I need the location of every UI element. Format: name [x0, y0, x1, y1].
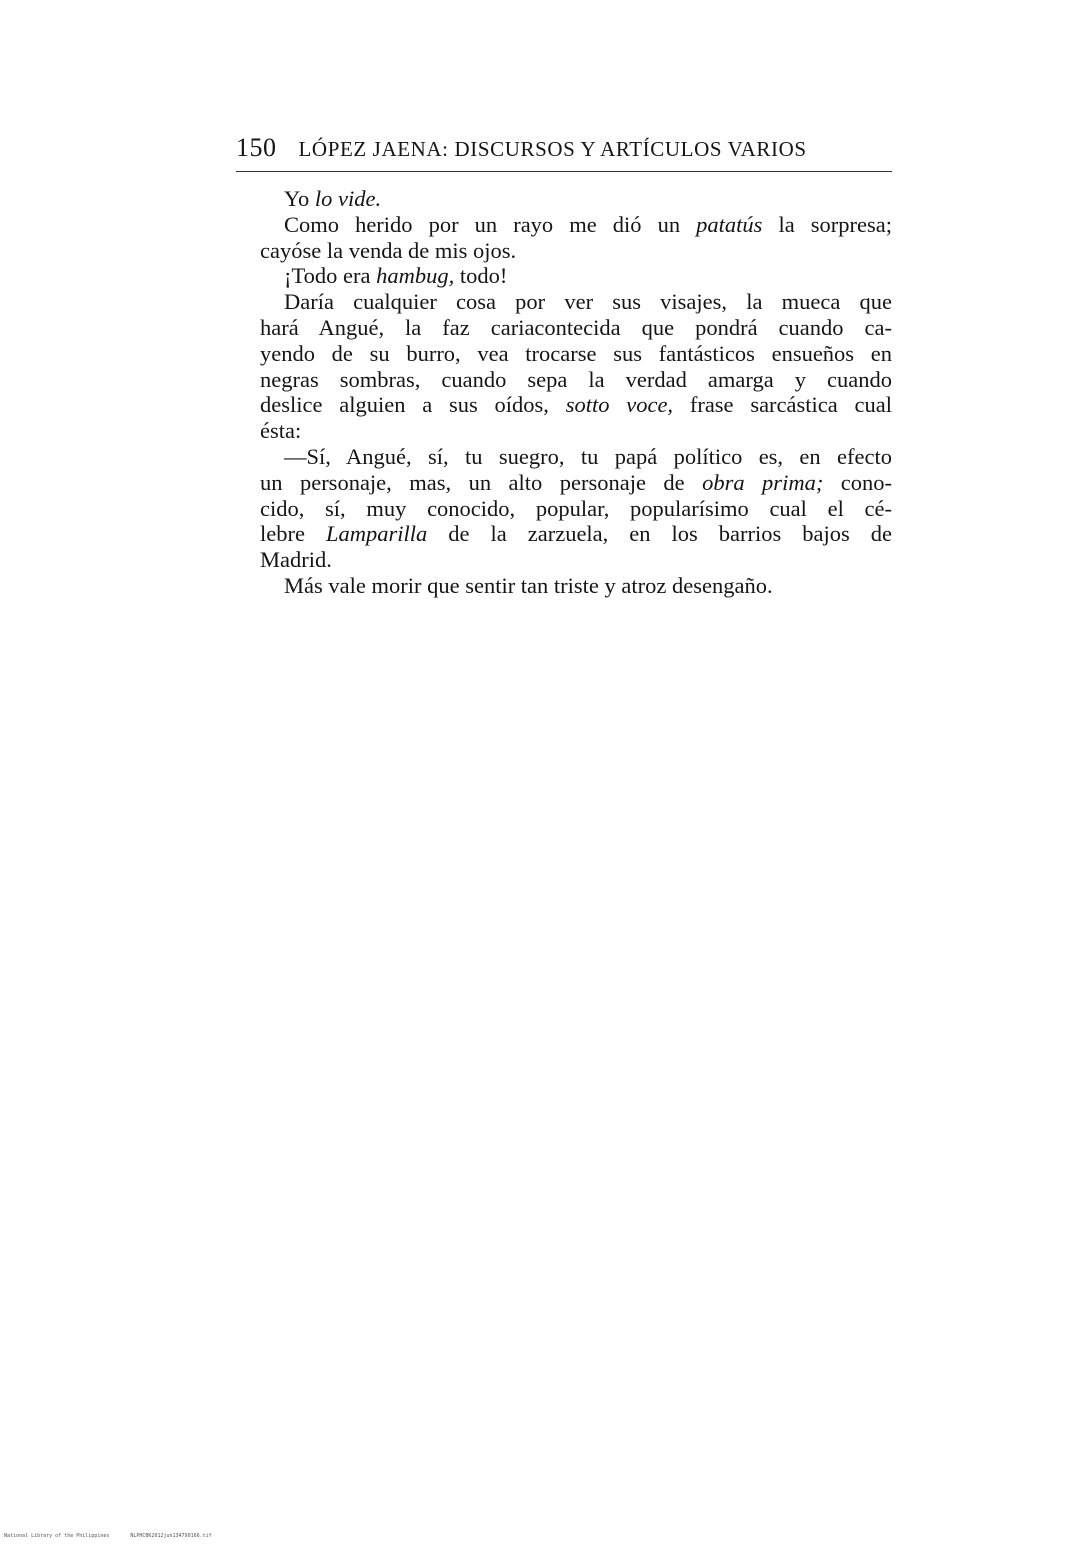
text-line: [236, 392, 892, 418]
text-line: [236, 418, 892, 444]
text-run: lebre: [260, 521, 326, 547]
text-line: [236, 263, 892, 289]
text-line: [236, 186, 892, 212]
footer-file-id: NLPHCBK2012jun134790166.tif: [130, 1533, 212, 1539]
text-run: yendo de su burro, vea trocarse sus fantásticos ensueños en: [260, 340, 892, 366]
italic-text: patatús: [696, 211, 763, 237]
text-line: [236, 470, 892, 496]
paragraph: [236, 212, 892, 264]
page-header: [236, 133, 892, 169]
text-run: ¡Todo era: [284, 263, 377, 289]
text-run: de la zarzuela, en los barrios bajos de: [427, 521, 893, 547]
header-rule: [236, 171, 892, 172]
italic-text: Lamparilla: [325, 521, 428, 547]
text-line: [236, 212, 892, 238]
paragraph: [236, 444, 892, 573]
text-run: Como herido por un rayo me dió un: [284, 211, 697, 237]
italic-text: obra prima;: [702, 469, 824, 495]
text-run: deslice alguien a sus oídos,: [260, 392, 566, 418]
body-text: [236, 186, 892, 599]
italic-text: lo vide.: [314, 186, 382, 211]
text-run: todo!: [454, 263, 508, 289]
text-run: cido, sí, muy conocido, popular, popularísimo cual el cé-: [260, 495, 892, 521]
text-run: frase sarcástica cual: [673, 392, 893, 418]
text-run: la sorpresa;: [762, 211, 892, 237]
italic-text: sotto voce,: [565, 392, 674, 418]
text-line: [236, 496, 892, 522]
text-line: [236, 547, 892, 573]
footer-library: National Library of the Philippines: [4, 1533, 110, 1539]
paragraph: [236, 186, 892, 212]
text-run: un personaje, mas, un alto personaje de: [260, 469, 703, 495]
text-line: [236, 238, 892, 264]
text-run: Daría cualquier cosa por ver sus visajes, la mueca que: [284, 289, 892, 315]
text-run: cono-: [823, 469, 892, 495]
text-line: [236, 573, 892, 599]
text-run: cayóse la venda de mis ojos.: [260, 237, 517, 263]
paragraph: [236, 263, 892, 289]
text-run: hará Angué, la faz cariacontecida que pondrá cuando ca-: [260, 314, 892, 340]
text-run: Yo: [284, 186, 315, 211]
scan-footer: [4, 1533, 212, 1539]
paragraph: [236, 573, 892, 599]
text-line: [236, 341, 892, 367]
text-line: [236, 315, 892, 341]
italic-text: hambug,: [376, 263, 455, 289]
text-line: [236, 289, 892, 315]
running-head: LÓPEZ JAENA: DISCURSOS Y ARTÍCULOS VARIOS: [298, 137, 807, 161]
text-run: ésta:: [260, 418, 302, 444]
text-line: [236, 367, 892, 393]
text-run: —Sí, Angué, sí, tu suegro, tu papá político es, en efecto: [284, 443, 892, 469]
text-line: [236, 444, 892, 470]
text-run: negras sombras, cuando sepa la verdad amarga y cuando: [260, 366, 892, 392]
text-line: [236, 521, 892, 547]
paragraph: [236, 289, 892, 444]
page-number: 150: [236, 133, 277, 162]
text-run: Más vale morir que sentir tan triste y atroz desengaño.: [284, 572, 773, 598]
text-run: Madrid.: [260, 547, 332, 573]
